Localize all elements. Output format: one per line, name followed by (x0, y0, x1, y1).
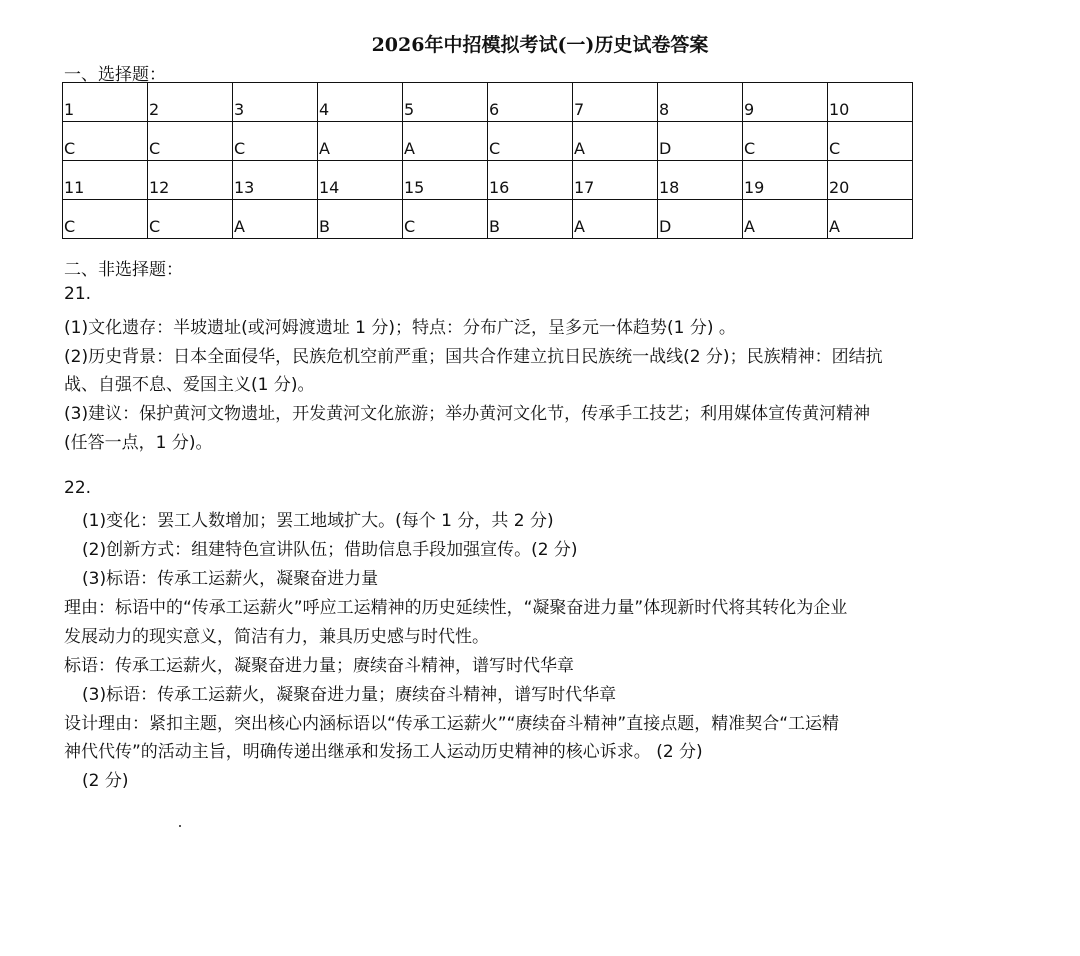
answer-cell: B (488, 200, 573, 239)
page-title: 2026年中招模拟考试(一)历史试卷答案 (371, 34, 709, 56)
question-21-number: 21. (64, 284, 92, 304)
answer-cell: A (828, 200, 913, 239)
section-heading-nonchoice: 二、非选择题： (64, 260, 183, 280)
q22-reason-line2: 发展动力的现实意义，简洁有力，兼具历史感与时代性。 (64, 627, 489, 647)
q22-score: (2 分) (82, 771, 129, 791)
question-22-number: 22. (64, 478, 92, 498)
q22-design-line1: 设计理由：紧扣主题，突出核心内涵标语以“传承工运薪火”“赓续奋斗精神”直接点题，精准契合“工运精 (64, 714, 840, 734)
stray-dot (179, 825, 181, 827)
answer-cell: C (743, 122, 828, 161)
answer-cell: C (63, 200, 148, 239)
q22-slogan: 标语：传承工运薪火，凝聚奋进力量；赓续奋斗精神，谱写时代华章 (64, 656, 574, 676)
section-heading-choice: 一、选择题： (64, 65, 166, 85)
answer-cell: C (403, 200, 488, 239)
q21-part2-line1: (2)历史背景：日本全面侵华，民族危机空前严重；国共合作建立抗日民族统一战线(2 分)；民族精神：团结抗 (64, 347, 883, 367)
q22-design-line2: 神代代传”的活动主旨，明确传递出继承和发扬工人运动历史精神的核心诉求。 (2 分) (64, 742, 703, 762)
q22-part2: (2)创新方式：组建特色宣讲队伍；借助信息手段加强宣传。(2 分) (82, 540, 578, 560)
answer-cell: A (403, 122, 488, 161)
question-number-cell: 15 (403, 161, 488, 200)
answer-cell: C (148, 122, 233, 161)
question-number-cell: 20 (828, 161, 913, 200)
question-number-cell: 18 (658, 161, 743, 200)
answer-table-row (63, 200, 913, 239)
q22-part3: (3)标语：传承工运薪火，凝聚奋进力量 (82, 569, 379, 589)
question-number-cell: 6 (488, 83, 573, 122)
answer-cell: C (828, 122, 913, 161)
question-number-cell: 4 (318, 83, 403, 122)
question-number-cell: 10 (828, 83, 913, 122)
answer-cell: C (63, 122, 148, 161)
answer-cell: C (233, 122, 318, 161)
answer-table-row (63, 122, 913, 161)
question-number-cell: 7 (573, 83, 658, 122)
q21-part1: (1)文化遗存：半坡遗址(或河姆渡遗址 1 分)；特点：分布广泛，呈多元一体趋势(1 分) 。 (64, 318, 736, 338)
q22-part1: (1)变化：罢工人数增加；罢工地域扩大。(每个 1 分，共 2 分) (82, 511, 554, 531)
answer-cell: B (318, 200, 403, 239)
answer-cell: A (573, 200, 658, 239)
question-number-cell: 17 (573, 161, 658, 200)
question-number-cell: 11 (63, 161, 148, 200)
question-number-cell: 8 (658, 83, 743, 122)
answer-cell: A (743, 200, 828, 239)
answer-cell: C (488, 122, 573, 161)
answer-cell: A (573, 122, 658, 161)
q22-reason-line1: 理由：标语中的“传承工运薪火”呼应工运精神的历史延续性，“凝聚奋进力量”体现新时代将其转化为企业 (64, 598, 848, 618)
answer-table-row (63, 83, 913, 122)
answer-cell: D (658, 200, 743, 239)
question-number-cell: 1 (63, 83, 148, 122)
question-number-cell: 2 (148, 83, 233, 122)
question-number-cell: 12 (148, 161, 233, 200)
answer-table-row (63, 161, 913, 200)
question-number-cell: 14 (318, 161, 403, 200)
question-number-cell: 3 (233, 83, 318, 122)
q21-part2-line2: 战、自强不息、爱国主义(1 分)。 (64, 375, 315, 395)
q22-part3-alt: (3)标语：传承工运薪火，凝聚奋进力量；赓续奋斗精神，谱写时代华章 (82, 685, 617, 705)
answer-table (62, 82, 913, 239)
question-number-cell: 5 (403, 83, 488, 122)
answer-cell: D (658, 122, 743, 161)
question-number-cell: 9 (743, 83, 828, 122)
q21-part3-line1: (3)建议：保护黄河文物遗址，开发黄河文化旅游；举办黄河文化节，传承手工技艺；利用媒体宣传黄河精神 (64, 404, 871, 424)
question-number-cell: 19 (743, 161, 828, 200)
answer-cell: A (233, 200, 318, 239)
answer-cell: A (318, 122, 403, 161)
question-number-cell: 13 (233, 161, 318, 200)
q21-part3-line2: (任答一点，1 分)。 (64, 433, 213, 453)
question-number-cell: 16 (488, 161, 573, 200)
answer-cell: C (148, 200, 233, 239)
